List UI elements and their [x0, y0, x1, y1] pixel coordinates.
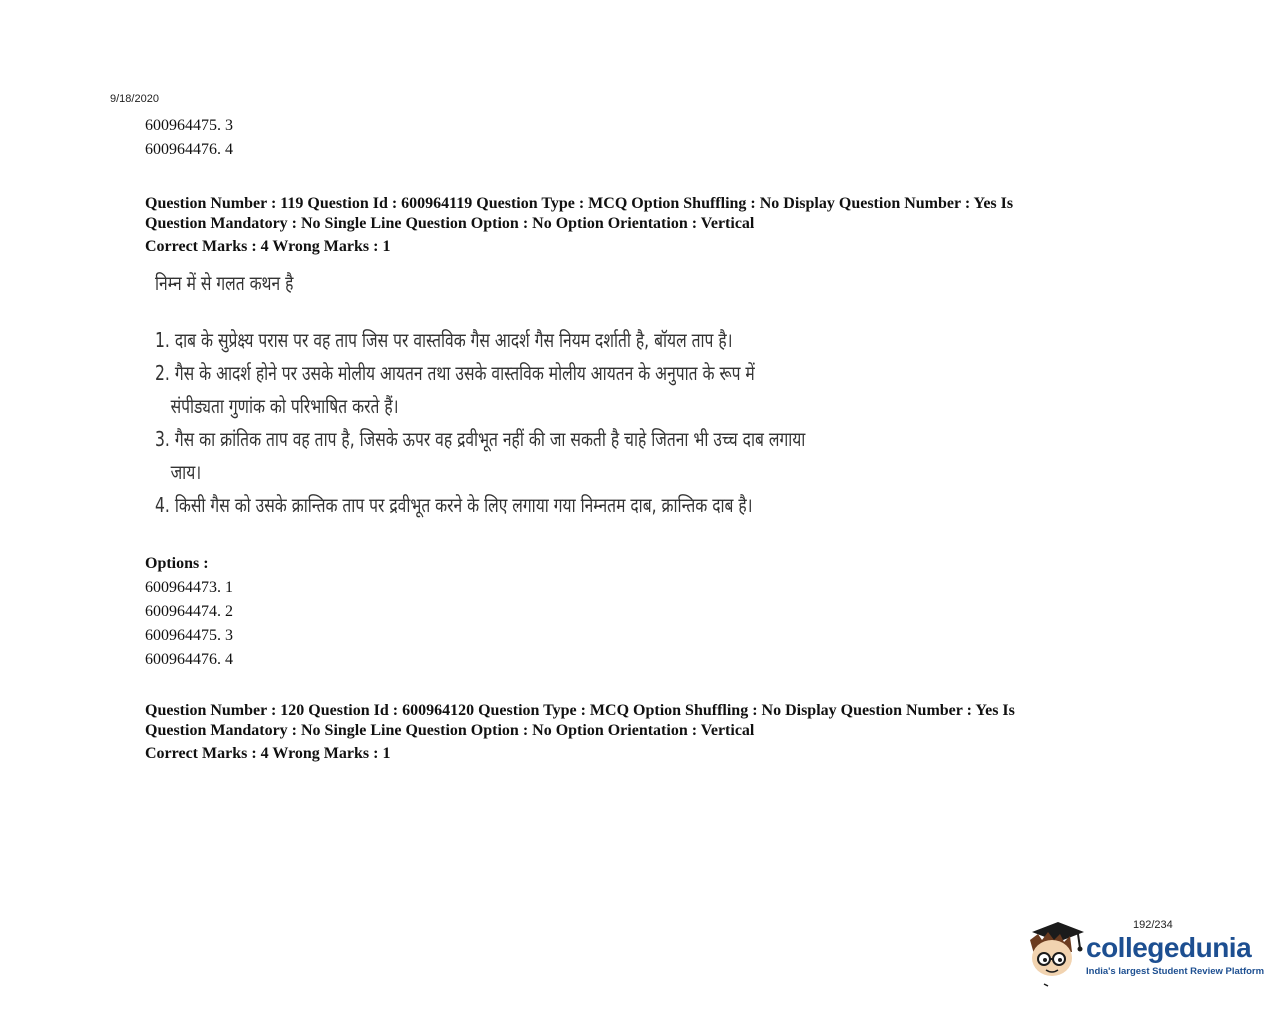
- statement-3: 3. गैस का क्रांतिक ताप वह ताप है, जिसके ऊपर वह द्रवीभूत नहीं की जा सकती है चाहे जितना भी उच्च दाब लगाया: [155, 427, 806, 451]
- brand-name: collegedunia: [1086, 932, 1252, 963]
- question-119-meta: [145, 194, 1105, 257]
- statement-3-continued: जाय।: [170, 460, 202, 484]
- option-item: 600964476. 4: [145, 141, 233, 158]
- question-stem: निम्न में से गलत कथन है: [155, 271, 294, 295]
- brand-tagline: India's largest Student Review Platform: [1086, 966, 1265, 977]
- options-heading: Options :: [145, 555, 209, 572]
- question-meta-line: Question Mandatory : No Single Line Question Option : No Option Orientation : Vertical: [145, 722, 755, 739]
- question-meta-line: Question Number : 119 Question Id : 600964119 Question Type : MCQ Option Shuffling : No Display Question Number : Yes Is: [145, 195, 1014, 212]
- question-119-body: [155, 268, 895, 522]
- question-meta-line: Question Number : 120 Question Id : 600964120 Question Type : MCQ Option Shuffling : No Display Question Number : Yes Is: [145, 702, 1015, 719]
- statement-4: 4. किसी गैस को उसके क्रान्तिक ताप पर द्रवीभूत करने के लिए लगाया गया निम्नतम दाब, क्रान्तिक दाब है।: [155, 493, 753, 517]
- question-marks: Correct Marks : 4 Wrong Marks : 1: [145, 745, 391, 762]
- option-item: 600964474. 2: [145, 603, 233, 620]
- statement-1: 1. दाब के सुप्रेक्ष्य परास पर वह ताप जिस पर वास्तविक गैस आदर्श गैस नियम दर्शाती है, बॉयल ताप है।: [155, 328, 733, 352]
- question-meta-line: Question Mandatory : No Single Line Question Option : No Option Orientation : Vertical: [145, 215, 755, 232]
- option-item: 600964475. 3: [145, 117, 233, 134]
- statement-2: 2. गैस के आदर्श होने पर उसके मोलीय आयतन तथा उसके वास्तविक मोलीय आयतन के अनुपात के रूप में: [155, 361, 755, 385]
- question-119-options: [145, 552, 1105, 672]
- page-number: 192/234: [1133, 919, 1173, 931]
- option-item: 600964476. 4: [145, 651, 233, 668]
- question-marks: Correct Marks : 4 Wrong Marks : 1: [145, 238, 391, 255]
- student-mascot-icon: [1024, 918, 1086, 990]
- option-item: 600964475. 3: [145, 627, 233, 644]
- option-item: 600964473. 1: [145, 579, 233, 596]
- collegedunia-logo: [1024, 918, 1264, 990]
- statement-2-continued: संपीड्यता गुणांक को परिभाषित करते हैं।: [170, 394, 399, 418]
- previous-options-tail: [145, 114, 1105, 162]
- question-120-meta: [145, 701, 1105, 764]
- print-date: 9/18/2020: [110, 93, 159, 105]
